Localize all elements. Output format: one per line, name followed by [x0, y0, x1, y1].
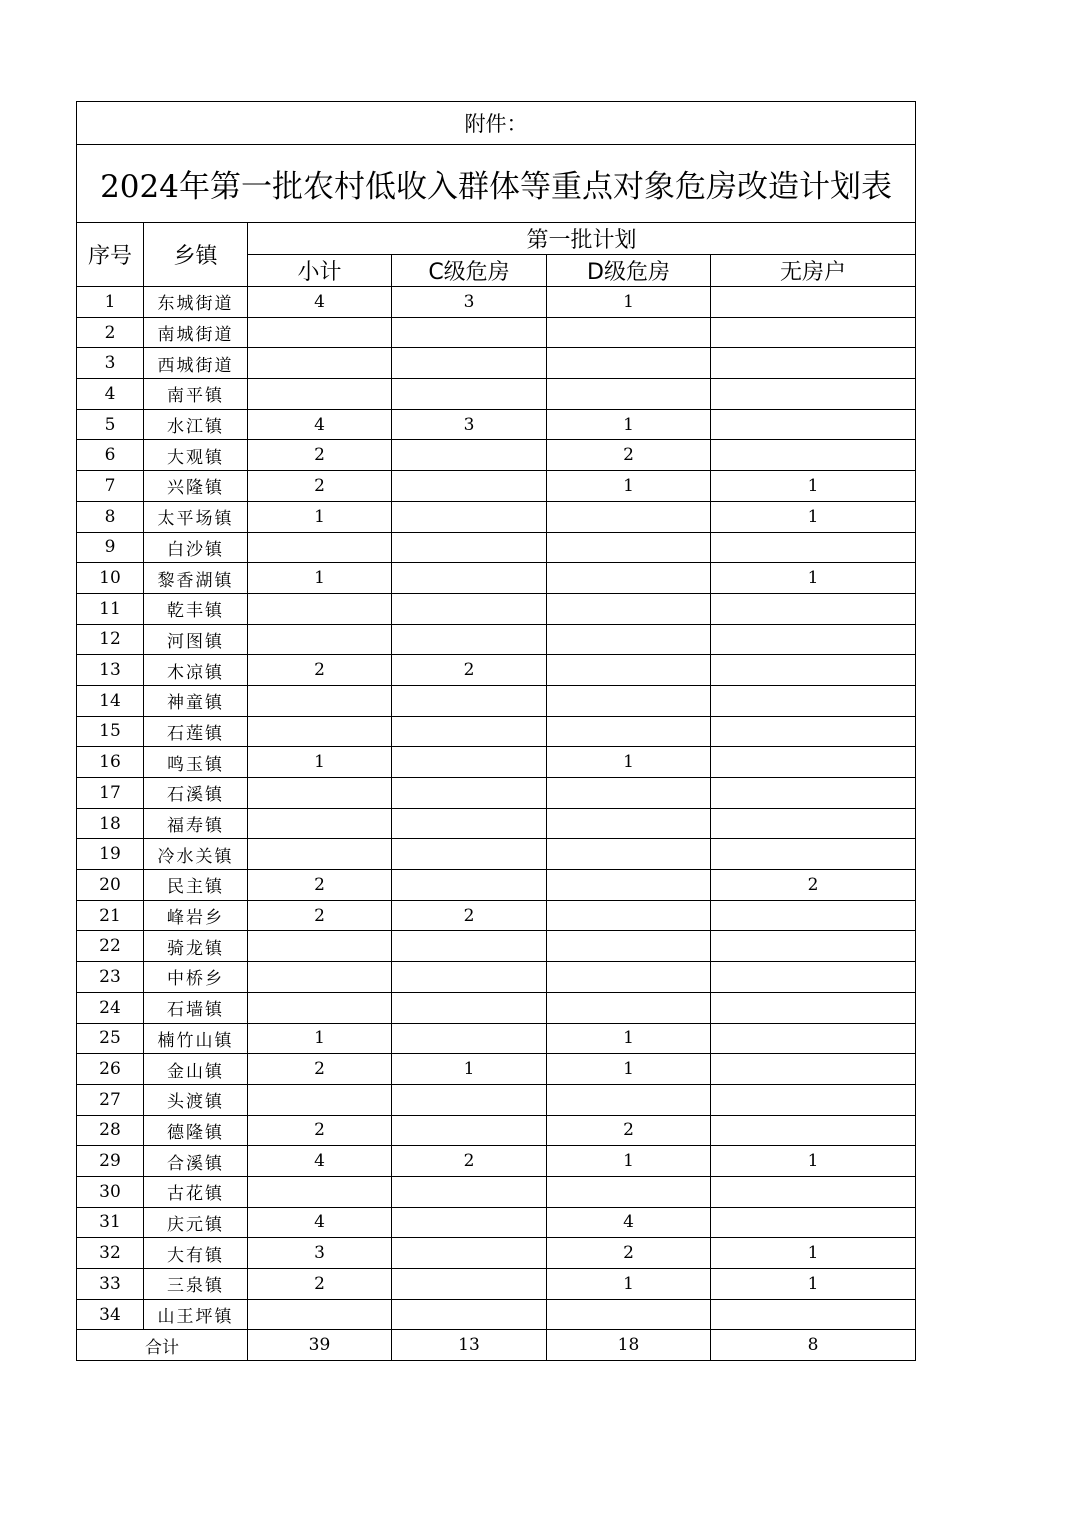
- row-subtotal: [248, 962, 392, 993]
- row-subtotal: [248, 1176, 392, 1207]
- row-subtotal: 2: [248, 655, 392, 686]
- row-index: 15: [77, 716, 144, 747]
- row-d-level: [547, 317, 711, 348]
- row-c-level: [392, 1023, 547, 1054]
- row-no-house: [711, 747, 916, 778]
- row-town: 民主镇: [144, 870, 248, 901]
- table-row: [77, 1176, 916, 1207]
- row-subtotal: 2: [248, 1115, 392, 1146]
- row-d-level: [547, 778, 711, 809]
- row-no-house: [711, 1115, 916, 1146]
- row-no-house: [711, 348, 916, 379]
- row-c-level: [392, 716, 547, 747]
- row-c-level: [392, 931, 547, 962]
- row-c-level: [392, 870, 547, 901]
- row-town: 中桥乡: [144, 962, 248, 993]
- row-subtotal: 3: [248, 1238, 392, 1269]
- row-index: 14: [77, 685, 144, 716]
- row-index: 33: [77, 1269, 144, 1300]
- row-town: 水江镇: [144, 409, 248, 440]
- table-row: [77, 1115, 916, 1146]
- row-town: 山王坪镇: [144, 1299, 248, 1330]
- table-row: [77, 1146, 916, 1177]
- row-d-level: 1: [547, 1146, 711, 1177]
- row-town: 木凉镇: [144, 655, 248, 686]
- row-subtotal: [248, 931, 392, 962]
- row-town: 黎香湖镇: [144, 563, 248, 594]
- row-c-level: 2: [392, 1146, 547, 1177]
- table-row: [77, 1299, 916, 1330]
- row-town: 河图镇: [144, 624, 248, 655]
- row-subtotal: 2: [248, 471, 392, 502]
- row-subtotal: 2: [248, 1269, 392, 1300]
- row-c-level: [392, 1176, 547, 1207]
- row-subtotal: [248, 379, 392, 410]
- row-town: 白沙镇: [144, 532, 248, 563]
- row-no-house: [711, 593, 916, 624]
- table-row: [77, 1023, 916, 1054]
- row-no-house: [711, 1299, 916, 1330]
- row-c-level: [392, 685, 547, 716]
- row-town: 太平场镇: [144, 501, 248, 532]
- row-c-level: [392, 808, 547, 839]
- row-subtotal: 2: [248, 440, 392, 471]
- row-d-level: 1: [547, 1269, 711, 1300]
- row-d-level: [547, 962, 711, 993]
- row-c-level: [392, 1238, 547, 1269]
- row-town: 石溪镇: [144, 778, 248, 809]
- row-no-house: [711, 839, 916, 870]
- row-no-house: [711, 808, 916, 839]
- row-index: 23: [77, 962, 144, 993]
- row-index: 9: [77, 532, 144, 563]
- row-subtotal: 1: [248, 501, 392, 532]
- row-subtotal: [248, 593, 392, 624]
- row-no-house: [711, 900, 916, 931]
- table-row: [77, 870, 916, 901]
- row-town: 庆元镇: [144, 1207, 248, 1238]
- row-d-level: [547, 1084, 711, 1115]
- row-d-level: [547, 992, 711, 1023]
- row-c-level: [392, 471, 547, 502]
- row-c-level: 2: [392, 900, 547, 931]
- row-index: 18: [77, 808, 144, 839]
- row-index: 25: [77, 1023, 144, 1054]
- row-no-house: [711, 440, 916, 471]
- table-row: [77, 317, 916, 348]
- row-subtotal: [248, 839, 392, 870]
- row-d-level: [547, 563, 711, 594]
- row-subtotal: [248, 992, 392, 1023]
- row-c-level: [392, 348, 547, 379]
- row-d-level: [547, 870, 711, 901]
- row-town: 峰岩乡: [144, 900, 248, 931]
- total-no-house: 8: [711, 1330, 916, 1361]
- row-c-level: [392, 1115, 547, 1146]
- total-row: [77, 1330, 916, 1361]
- row-d-level: [547, 379, 711, 410]
- row-index: 5: [77, 409, 144, 440]
- row-d-level: [547, 593, 711, 624]
- row-c-level: [392, 563, 547, 594]
- row-subtotal: [248, 778, 392, 809]
- table-row: [77, 1207, 916, 1238]
- row-c-level: [392, 839, 547, 870]
- row-d-level: 1: [547, 471, 711, 502]
- row-d-level: 1: [547, 747, 711, 778]
- row-c-level: [392, 992, 547, 1023]
- row-no-house: 1: [711, 563, 916, 594]
- row-d-level: 1: [547, 1023, 711, 1054]
- row-no-house: [711, 1054, 916, 1085]
- row-index: 10: [77, 563, 144, 594]
- row-d-level: [547, 931, 711, 962]
- row-d-level: [547, 348, 711, 379]
- header-subtotal: 小计: [248, 255, 392, 287]
- row-d-level: [547, 501, 711, 532]
- row-no-house: 2: [711, 870, 916, 901]
- row-index: 6: [77, 440, 144, 471]
- row-c-level: [392, 624, 547, 655]
- table-row: [77, 931, 916, 962]
- row-d-level: [547, 532, 711, 563]
- row-subtotal: 2: [248, 870, 392, 901]
- table-row: [77, 1269, 916, 1300]
- total-d-level: 18: [547, 1330, 711, 1361]
- row-subtotal: [248, 532, 392, 563]
- row-index: 28: [77, 1115, 144, 1146]
- row-town: 古花镇: [144, 1176, 248, 1207]
- row-index: 7: [77, 471, 144, 502]
- row-town: 德隆镇: [144, 1115, 248, 1146]
- row-d-level: 1: [547, 409, 711, 440]
- table-row: [77, 685, 916, 716]
- row-index: 8: [77, 501, 144, 532]
- row-no-house: [711, 532, 916, 563]
- row-c-level: [392, 532, 547, 563]
- row-c-level: [392, 747, 547, 778]
- row-c-level: [392, 440, 547, 471]
- row-no-house: [711, 624, 916, 655]
- row-d-level: 2: [547, 1115, 711, 1146]
- row-index: 32: [77, 1238, 144, 1269]
- row-c-level: 1: [392, 1054, 547, 1085]
- row-index: 17: [77, 778, 144, 809]
- row-town: 鸣玉镇: [144, 747, 248, 778]
- row-index: 19: [77, 839, 144, 870]
- row-subtotal: 1: [248, 563, 392, 594]
- row-subtotal: 1: [248, 1023, 392, 1054]
- row-no-house: 1: [711, 1146, 916, 1177]
- row-index: 11: [77, 593, 144, 624]
- row-index: 29: [77, 1146, 144, 1177]
- row-town: 南平镇: [144, 379, 248, 410]
- row-no-house: 1: [711, 471, 916, 502]
- row-subtotal: 4: [248, 1146, 392, 1177]
- row-c-level: [392, 1207, 547, 1238]
- row-c-level: [392, 1084, 547, 1115]
- row-no-house: [711, 379, 916, 410]
- table-row: [77, 287, 916, 318]
- table-row: [77, 379, 916, 410]
- row-c-level: 2: [392, 655, 547, 686]
- row-index: 21: [77, 900, 144, 931]
- total-label: 合计: [77, 1330, 248, 1361]
- row-town: 大观镇: [144, 440, 248, 471]
- row-town: 福寿镇: [144, 808, 248, 839]
- row-d-level: [547, 1299, 711, 1330]
- row-d-level: [547, 685, 711, 716]
- row-no-house: [711, 1084, 916, 1115]
- row-no-house: [711, 685, 916, 716]
- row-index: 31: [77, 1207, 144, 1238]
- row-d-level: [547, 624, 711, 655]
- row-index: 4: [77, 379, 144, 410]
- row-subtotal: [248, 716, 392, 747]
- row-no-house: [711, 992, 916, 1023]
- row-town: 石墙镇: [144, 992, 248, 1023]
- row-d-level: 4: [547, 1207, 711, 1238]
- row-subtotal: [248, 1084, 392, 1115]
- row-town: 骑龙镇: [144, 931, 248, 962]
- row-town: 神童镇: [144, 685, 248, 716]
- row-d-level: [547, 1176, 711, 1207]
- table-row: [77, 501, 916, 532]
- row-town: 楠竹山镇: [144, 1023, 248, 1054]
- row-c-level: [392, 1269, 547, 1300]
- table-row: [77, 747, 916, 778]
- total-c-level: 13: [392, 1330, 547, 1361]
- header-c-level: C级危房: [392, 255, 547, 287]
- row-index: 30: [77, 1176, 144, 1207]
- table-row: [77, 593, 916, 624]
- row-c-level: [392, 778, 547, 809]
- table-row: [77, 409, 916, 440]
- row-town: 西城街道: [144, 348, 248, 379]
- row-index: 34: [77, 1299, 144, 1330]
- row-town: 三泉镇: [144, 1269, 248, 1300]
- header-d-level: D级危房: [547, 255, 711, 287]
- row-subtotal: [248, 317, 392, 348]
- table-row: [77, 348, 916, 379]
- row-subtotal: [248, 624, 392, 655]
- row-no-house: [711, 409, 916, 440]
- row-subtotal: 4: [248, 1207, 392, 1238]
- attachment-label: 附件：: [77, 102, 916, 145]
- table-row: [77, 778, 916, 809]
- row-subtotal: 2: [248, 1054, 392, 1085]
- row-subtotal: 4: [248, 287, 392, 318]
- row-c-level: [392, 379, 547, 410]
- row-c-level: 3: [392, 287, 547, 318]
- table-row: [77, 839, 916, 870]
- table-row: [77, 992, 916, 1023]
- row-d-level: [547, 808, 711, 839]
- table-title: 2024年第一批农村低收入群体等重点对象危房改造计划表: [77, 145, 916, 223]
- row-index: 13: [77, 655, 144, 686]
- table-row: [77, 962, 916, 993]
- table-row: [77, 440, 916, 471]
- row-c-level: [392, 317, 547, 348]
- row-index: 2: [77, 317, 144, 348]
- row-d-level: [547, 839, 711, 870]
- table-row: [77, 655, 916, 686]
- table-row: [77, 900, 916, 931]
- row-town: 兴隆镇: [144, 471, 248, 502]
- row-no-house: [711, 931, 916, 962]
- row-town: 石莲镇: [144, 716, 248, 747]
- row-town: 东城街道: [144, 287, 248, 318]
- row-no-house: 1: [711, 1269, 916, 1300]
- row-no-house: 1: [711, 1238, 916, 1269]
- table-row: [77, 624, 916, 655]
- plan-table: [76, 101, 916, 1361]
- row-d-level: [547, 716, 711, 747]
- row-d-level: [547, 655, 711, 686]
- row-town: 冷水关镇: [144, 839, 248, 870]
- table-row: [77, 563, 916, 594]
- row-town: 头渡镇: [144, 1084, 248, 1115]
- row-subtotal: [248, 808, 392, 839]
- header-index: 序号: [77, 223, 144, 287]
- row-subtotal: [248, 348, 392, 379]
- row-index: 22: [77, 931, 144, 962]
- row-index: 24: [77, 992, 144, 1023]
- total-subtotal: 39: [248, 1330, 392, 1361]
- row-index: 27: [77, 1084, 144, 1115]
- row-c-level: 3: [392, 409, 547, 440]
- row-index: 16: [77, 747, 144, 778]
- row-d-level: 2: [547, 1238, 711, 1269]
- row-no-house: [711, 287, 916, 318]
- row-d-level: 1: [547, 287, 711, 318]
- row-no-house: [711, 716, 916, 747]
- row-subtotal: 2: [248, 900, 392, 931]
- row-index: 3: [77, 348, 144, 379]
- row-subtotal: 4: [248, 409, 392, 440]
- header-town: 乡镇: [144, 223, 248, 287]
- row-town: 金山镇: [144, 1054, 248, 1085]
- row-subtotal: 1: [248, 747, 392, 778]
- table-row: [77, 1084, 916, 1115]
- table-row: [77, 808, 916, 839]
- row-d-level: 1: [547, 1054, 711, 1085]
- table-row: [77, 532, 916, 563]
- row-index: 12: [77, 624, 144, 655]
- row-d-level: [547, 900, 711, 931]
- row-no-house: [711, 655, 916, 686]
- row-town: 大有镇: [144, 1238, 248, 1269]
- row-index: 1: [77, 287, 144, 318]
- table-row: [77, 1238, 916, 1269]
- row-no-house: [711, 1023, 916, 1054]
- row-no-house: [711, 317, 916, 348]
- row-subtotal: [248, 1299, 392, 1330]
- table-row: [77, 471, 916, 502]
- row-c-level: [392, 962, 547, 993]
- row-c-level: [392, 501, 547, 532]
- table-row: [77, 716, 916, 747]
- row-town: 乾丰镇: [144, 593, 248, 624]
- row-no-house: 1: [711, 501, 916, 532]
- header-plan-group: 第一批计划: [248, 223, 916, 255]
- row-town: 合溪镇: [144, 1146, 248, 1177]
- row-c-level: [392, 593, 547, 624]
- row-c-level: [392, 1299, 547, 1330]
- row-d-level: 2: [547, 440, 711, 471]
- row-index: 20: [77, 870, 144, 901]
- row-no-house: [711, 1207, 916, 1238]
- row-no-house: [711, 962, 916, 993]
- row-town: 南城街道: [144, 317, 248, 348]
- row-no-house: [711, 778, 916, 809]
- table-row: [77, 1054, 916, 1085]
- header-no-house: 无房户: [711, 255, 916, 287]
- row-no-house: [711, 1176, 916, 1207]
- row-index: 26: [77, 1054, 144, 1085]
- row-subtotal: [248, 685, 392, 716]
